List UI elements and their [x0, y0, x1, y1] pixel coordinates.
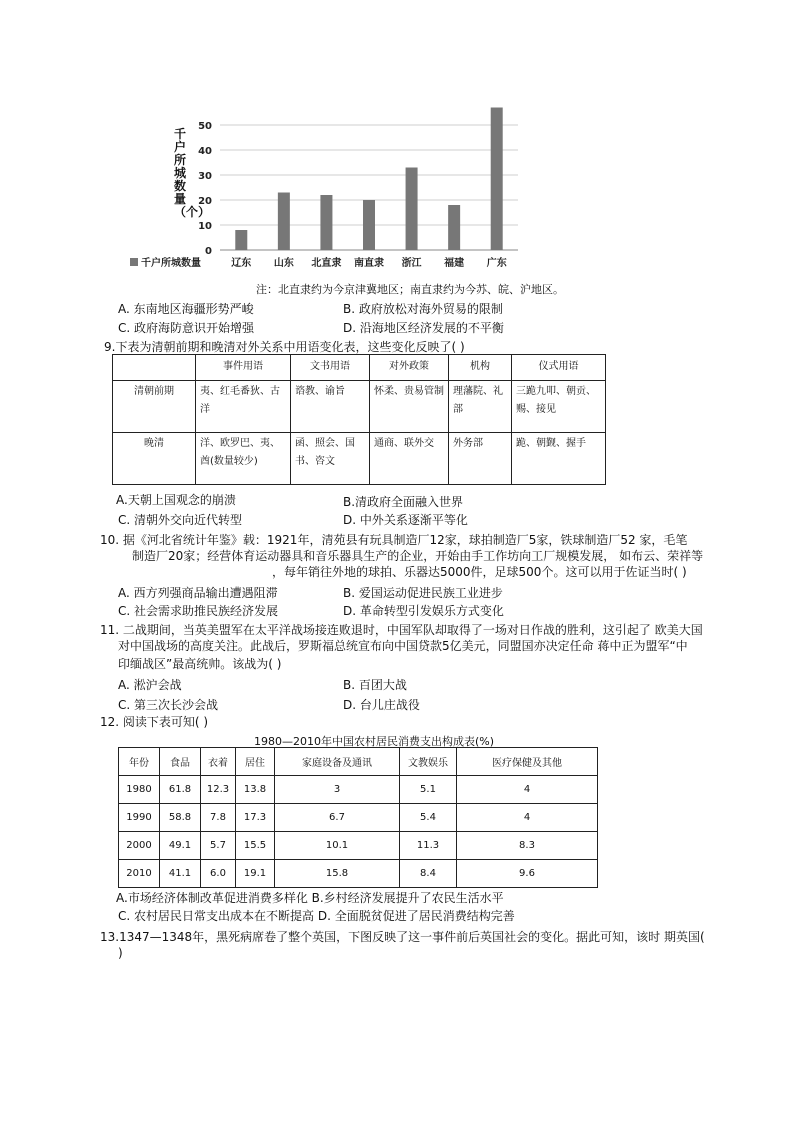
y-tick-label: 10: [198, 221, 212, 232]
q9-option-a[interactable]: A.天朝上国观念的崩溃: [116, 493, 236, 507]
q12-cell: 13.8: [236, 776, 275, 804]
q10-stem-line3: ，每年销往外地的球拍、乐器达5000件，足球500个。这可以用于佐证当时( ): [272, 565, 687, 579]
q9-cell: 怀柔、贵易管制: [370, 381, 449, 433]
q12-cell: 8.3: [457, 832, 598, 860]
q12-cell: 1980: [119, 776, 160, 804]
q10-stem-line1: 10. 据《河北省统计年鉴》载：1921年，清苑县有玩具制造厂12家，球拍制造厂5家，铁球制造厂52 家，毛笔: [100, 533, 688, 547]
q12-cell: 9.6: [457, 860, 598, 888]
q12-table: [118, 747, 598, 888]
table-row: [119, 832, 598, 860]
q12-header-cell: 居住: [236, 748, 275, 776]
q12-cell: 3: [275, 776, 400, 804]
x-tick-label: 南直隶: [354, 258, 384, 269]
x-tick-label: 辽东: [231, 258, 252, 269]
q11-stem-line2: 对中国战场的高度关注。此战后，罗斯福总统宣布向中国贷款5亿美元，同盟国亦决定任命 蒋中正为盟军“中: [118, 639, 688, 653]
q10-option-a[interactable]: A. 西方列强商品输出遭遇阻滞: [118, 586, 278, 600]
q9-stem: 9.下表为清朝前期和晚清对外关系中用语变化表，这些变化反映了( ): [104, 340, 465, 354]
q10-option-d[interactable]: D. 革命转型引发娱乐方式变化: [343, 604, 504, 618]
q12-cell: 19.1: [236, 860, 275, 888]
bar: [235, 230, 247, 250]
q12-stem: 12. 阅读下表可知( ): [100, 715, 209, 729]
q11-option-b[interactable]: B. 百团大战: [343, 678, 407, 692]
q12-cell: 5.1: [400, 776, 457, 804]
q9-cell: 清朝前期: [113, 381, 196, 433]
bar: [491, 108, 503, 251]
legend-label: 千户所城数量: [141, 258, 201, 269]
q12-cell: 5.4: [400, 804, 457, 832]
q9-cell: 谘教、谕旨: [291, 381, 370, 433]
y-tick-label: 50: [198, 121, 212, 132]
x-tick-label: 广东: [486, 258, 507, 269]
q10-option-b[interactable]: B. 爱国运动促进民族工业进步: [343, 586, 503, 600]
q9-table: [112, 354, 606, 485]
q11-stem-line1: 11. 二战期间，当英美盟军在太平洋战场接连败退时，中国军队却取得了一场对日作战的胜利，这引起了 欧美大国: [100, 623, 703, 637]
q9-cell: 晚清: [113, 433, 196, 485]
y-tick-label: 40: [198, 146, 212, 157]
q12-cell: 7.8: [201, 804, 236, 832]
q12-options-ab[interactable]: A.市场经济体制改革促进消费多样化 B.乡村经济发展提升了农民生活水平: [116, 891, 504, 905]
q12-header-cell: 食品: [160, 748, 201, 776]
x-tick-label: 浙江: [401, 258, 422, 269]
table-row: [113, 381, 606, 433]
q8-option-b[interactable]: B. 政府放松对海外贸易的限制: [343, 302, 503, 316]
q12-header-cell: 家庭设备及通讯: [275, 748, 400, 776]
x-tick-label: 山东: [273, 258, 294, 269]
q9-header-cell: 对外政策: [370, 355, 449, 381]
bar: [278, 193, 290, 251]
q12-cell: 58.8: [160, 804, 201, 832]
q12-cell: 15.8: [275, 860, 400, 888]
q9-option-b[interactable]: B.清政府全面融入世界: [343, 495, 464, 509]
q12-cell: 2010: [119, 860, 160, 888]
bar: [320, 195, 332, 250]
q8-option-c[interactable]: C. 政府海防意识开始增强: [118, 321, 255, 335]
q13-stem-line2: ): [118, 946, 123, 960]
q9-option-c[interactable]: C. 清朝外交向近代转型: [118, 513, 243, 527]
q12-cell: 49.1: [160, 832, 201, 860]
y-tick-label: 20: [198, 196, 212, 207]
bar: [448, 205, 460, 250]
q11-option-d[interactable]: D. 台儿庄战役: [343, 698, 420, 712]
q12-cell: 5.7: [201, 832, 236, 860]
q11-option-a[interactable]: A. 淞沪会战: [118, 678, 182, 692]
x-tick-label: 北直隶: [311, 258, 342, 269]
q9-cell: 跪、朝觐、握手: [512, 433, 606, 485]
q9-header-cell: 机构: [449, 355, 512, 381]
q12-cell: 61.8: [160, 776, 201, 804]
y-tick-label: 0: [205, 246, 212, 257]
q8-option-a[interactable]: A. 东南地区海疆形势严峻: [118, 302, 254, 316]
q12-cell: 6.7: [275, 804, 400, 832]
q12-header-cell: 衣着: [201, 748, 236, 776]
q12-cell: 4: [457, 804, 598, 832]
q12-cell: 4: [457, 776, 598, 804]
q12-cell: 41.1: [160, 860, 201, 888]
y-tick-label: 30: [198, 171, 212, 182]
q8-option-d[interactable]: D. 沿海地区经济发展的不平衡: [343, 321, 504, 335]
table-row: [119, 804, 598, 832]
q12-cell: 12.3: [201, 776, 236, 804]
q11-option-c[interactable]: C. 第三次长沙会战: [118, 698, 219, 712]
table-row: [119, 860, 598, 888]
q9-cell: 夷、红毛番狄、古洋: [196, 381, 291, 433]
chart-note: 注：北直隶约为今京津冀地区；南直隶约为今苏、皖、沪地区。: [256, 283, 564, 296]
q12-cell: 6.0: [201, 860, 236, 888]
bar: [406, 168, 418, 251]
q10-option-c[interactable]: C. 社会需求助推民族经济发展: [118, 604, 279, 618]
q12-cell: 2000: [119, 832, 160, 860]
q12-header-cell: 医疗保健及其他: [457, 748, 598, 776]
q9-header-cell: 事件用语: [196, 355, 291, 381]
q9-cell: 外务部: [449, 433, 512, 485]
table-row: [113, 433, 606, 485]
q11-stem-line3: 印缅战区”最高统帅。该战为( ): [118, 657, 282, 671]
q12-options-cd[interactable]: C. 农村居民日常支出成本在不断提高 D. 全面脱贫促进了居民消费结构完善: [118, 909, 515, 923]
q12-cell: 10.1: [275, 832, 400, 860]
q12-cell: 11.3: [400, 832, 457, 860]
q12-cell: 1990: [119, 804, 160, 832]
q12-header-cell: 文教娱乐: [400, 748, 457, 776]
q9-cell: 通商、联外交: [370, 433, 449, 485]
bar: [363, 200, 375, 250]
q12-cell: 8.4: [400, 860, 457, 888]
q12-header-cell: 年份: [119, 748, 160, 776]
q9-option-d[interactable]: D. 中外关系逐渐平等化: [343, 513, 468, 527]
q9-cell: 洋、欧罗巴、夷、酋(数量较少): [196, 433, 291, 485]
q9-cell: 函、照会、国书、咨文: [291, 433, 370, 485]
x-tick-label: 福建: [444, 258, 465, 269]
q12-cell: 17.3: [236, 804, 275, 832]
q9-header-cell: 仪式用语: [512, 355, 606, 381]
chart-ylabel: 千户所城数量（个）: [174, 127, 211, 219]
table-row: [119, 776, 598, 804]
legend-swatch: [130, 258, 138, 266]
q9-header-cell: [113, 355, 196, 381]
q13-stem-line1: 13.1347—1348年，黑死病席卷了整个英国，下图反映了这一事件前后英国社会的变化。据此可知，该时 期英国(: [100, 930, 705, 944]
q12-table-caption: 1980—2010年中国农村居民消费支出构成表(%): [254, 735, 495, 748]
q9-header-cell: 文书用语: [291, 355, 370, 381]
q10-stem-line2: 制造厂20家；经营体育运动器具和音乐器具生产的企业，开始由手工作坊向工厂规模发展， 如布云、荣祥等: [132, 549, 704, 563]
q9-cell: 三跪九叩、朝贡、赐、接见: [512, 381, 606, 433]
q12-cell: 15.5: [236, 832, 275, 860]
q9-cell: 理藩院、礼部: [449, 381, 512, 433]
